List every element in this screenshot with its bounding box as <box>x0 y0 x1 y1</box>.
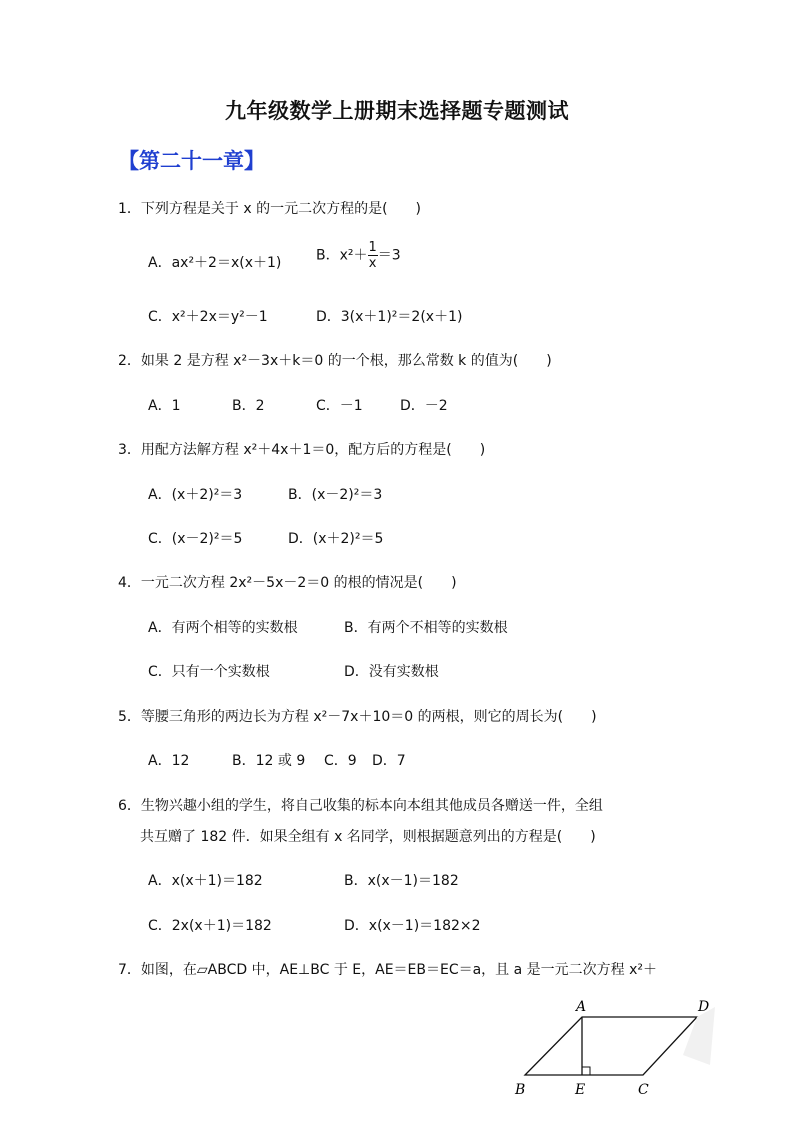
q3-option-b: B．(x－2)²＝3 <box>288 487 383 503</box>
parallelogram-abcd <box>525 1017 697 1075</box>
q2-option-a: A．1 <box>148 398 181 414</box>
question-7-stem: 7．如图，在▱ABCD 中，AE⊥BC 于 E，AE＝EB＝EC＝a，且 a 是一元二次方程 x²＋ <box>118 962 658 978</box>
q3-option-c: C．(x－2)²＝5 <box>148 531 243 547</box>
question-5-stem: 5．等腰三角形的两边长为方程 x²－7x＋10＝0 的两根，则它的周长为( ) <box>118 709 597 725</box>
q5-option-b: B．12 或 9 <box>232 753 306 769</box>
q6-option-d: D．x(x－1)＝182×2 <box>344 918 481 934</box>
question-6-stem-line2: 共互赠了 182 件．如果全组有 x 名同学，则根据题意列出的方程是( ) <box>140 829 596 845</box>
page-shadow <box>683 1007 715 1065</box>
q6-option-c: C．2x(x＋1)＝182 <box>148 918 272 934</box>
q3-option-a: A．(x＋2)²＝3 <box>148 487 243 503</box>
right-angle-mark <box>582 1067 590 1075</box>
q2-option-d: D．－2 <box>400 398 448 414</box>
q1-option-d: D．3(x＋1)²＝2(x＋1) <box>316 309 463 325</box>
question-3-stem: 3．用配方法解方程 x²＋4x＋1＝0，配方后的方程是( ) <box>118 442 486 458</box>
q2-option-b: B．2 <box>232 398 265 414</box>
question-1-stem: 1．下列方程是关于 x 的一元二次方程的是( ) <box>118 201 422 217</box>
fraction-numerator: 1 <box>368 240 377 255</box>
q1-option-b-prefix: B．x²＋ <box>316 247 368 264</box>
page-title: 九年级数学上册期末选择题专题测试 <box>225 99 569 123</box>
parallelogram-figure <box>505 995 730 1105</box>
question-2-stem: 2．如果 2 是方程 x²－3x＋k＝0 的一个根，那么常数 k 的值为( ) <box>118 353 552 369</box>
chapter-heading: 【第二十一章】 <box>118 149 265 173</box>
q1-option-b-fraction <box>368 240 378 271</box>
q1-option-b-suffix: ＝3 <box>377 247 401 264</box>
fraction-denominator: x <box>368 256 377 271</box>
label-a: A <box>576 999 587 1015</box>
q1-option-b <box>316 240 401 271</box>
q5-option-a: A．12 <box>148 753 190 769</box>
q6-option-a: A．x(x＋1)＝182 <box>148 873 263 889</box>
label-e: E <box>575 1082 586 1098</box>
q4-option-c: C．只有一个实数根 <box>148 664 270 680</box>
q3-option-d: D．(x＋2)²＝5 <box>288 531 384 547</box>
label-d: D <box>698 999 710 1015</box>
q1-option-c: C．x²＋2x＝y²－1 <box>148 309 268 325</box>
question-4-stem: 4．一元二次方程 2x²－5x－2＝0 的根的情况是( ) <box>118 575 457 591</box>
q4-option-b: B．有两个不相等的实数根 <box>344 620 508 636</box>
q4-option-a: A．有两个相等的实数根 <box>148 620 298 636</box>
q5-option-c: C．9 <box>324 753 357 769</box>
q6-option-b: B．x(x－1)＝182 <box>344 873 459 889</box>
q2-option-c: C．－1 <box>316 398 363 414</box>
label-c: C <box>638 1082 649 1098</box>
q1-option-a: A．ax²＋2＝x(x＋1) <box>148 255 282 271</box>
q4-option-d: D．没有实数根 <box>344 664 439 680</box>
label-b: B <box>515 1082 526 1098</box>
question-6-stem-line1: 6．生物兴趣小组的学生，将自己收集的标本向本组其他成员各赠送一件，全组 <box>118 798 603 814</box>
q5-option-d: D．7 <box>372 753 406 769</box>
